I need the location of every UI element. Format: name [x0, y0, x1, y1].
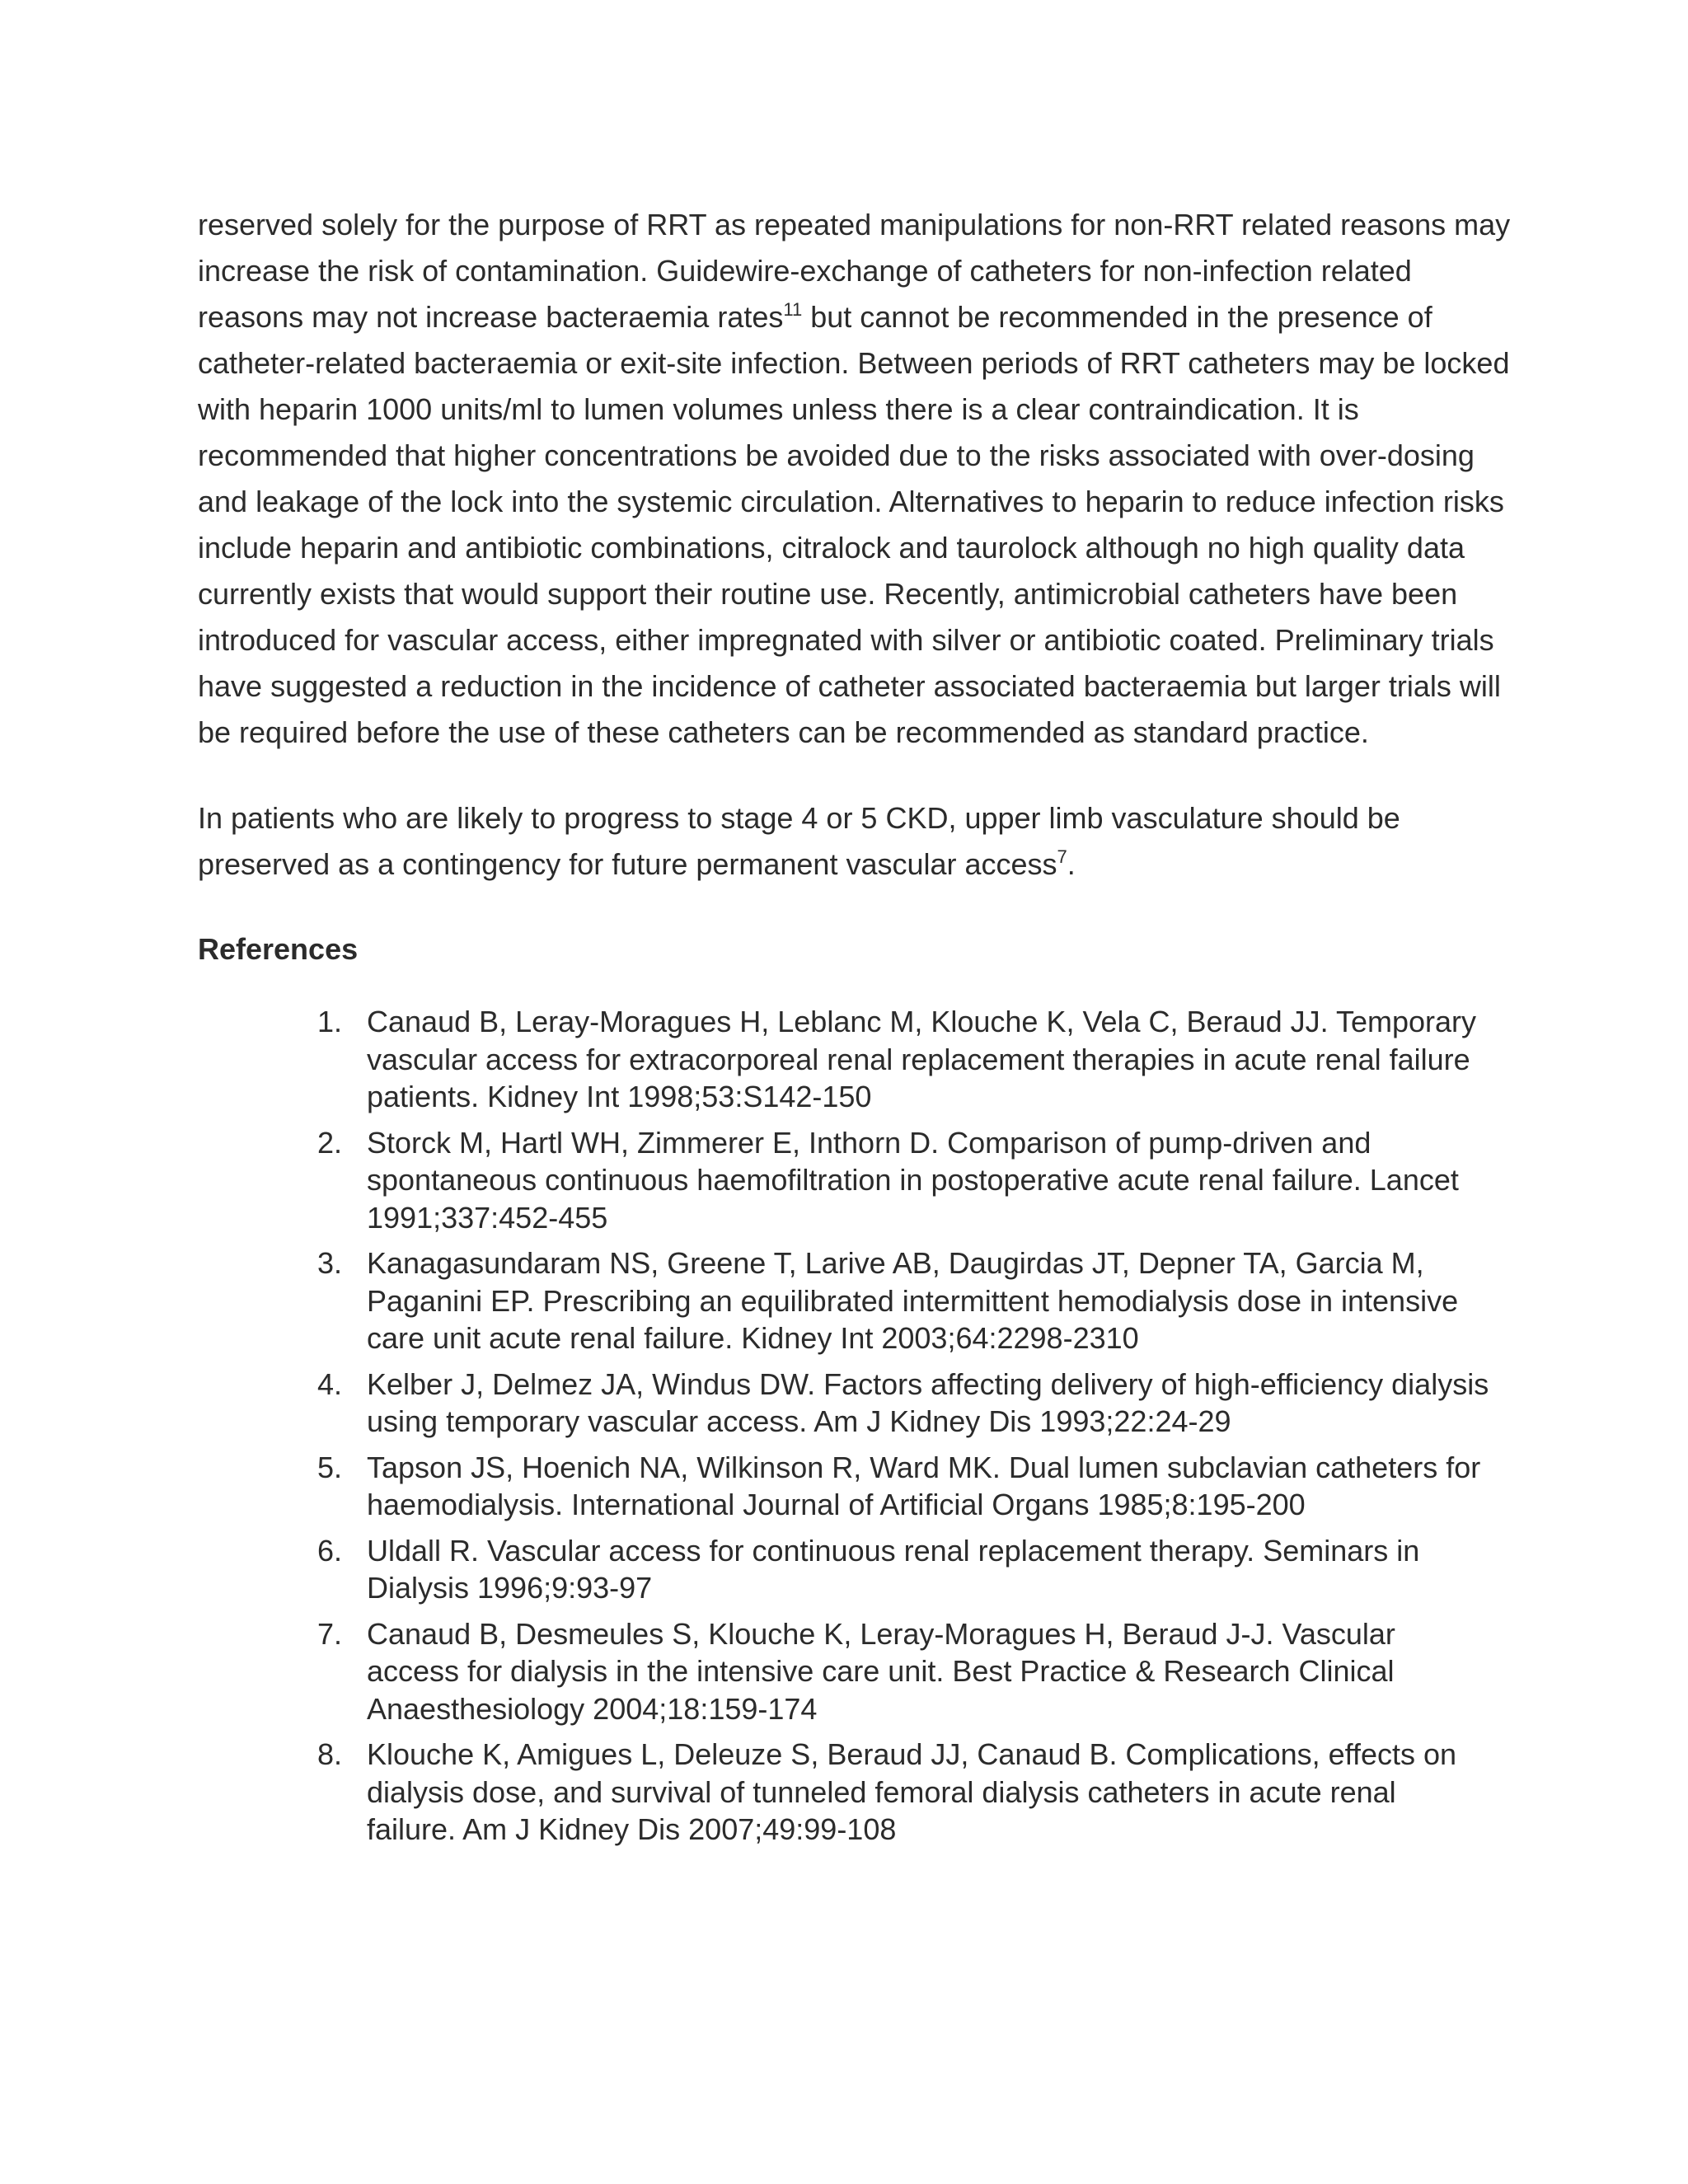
reference-number: 4.	[317, 1366, 343, 1401]
reference-number: 2.	[317, 1125, 343, 1160]
document-body	[198, 202, 1517, 1857]
reference-number: 8.	[317, 1737, 343, 1771]
reference-text: Kanagasundaram NS, Greene T, Larive AB, Daugirdas JT, Depner TA, Garcia M, Paganini EP. Prescribing an equilibrated intermittent hemodialysis dose in intensive care unit acute renal failure. Kidney Int 2003;64:2298-2310	[367, 1246, 1459, 1355]
reference-number: 6.	[317, 1533, 343, 1568]
reference-item	[198, 1736, 1492, 1849]
citation-superscript: 11	[783, 299, 803, 320]
reference-text: Canaud B, Desmeules S, Klouche K, Leray-Moragues H, Beraud J-J. Vascular access for dialysis in the intensive care unit. Best Practice & Research Clinical Anaesthesiology 2004;18:159-174	[367, 1616, 1395, 1726]
reference-item	[198, 1615, 1492, 1728]
reference-text: Storck M, Hartl WH, Zimmerer E, Inthorn D. Comparison of pump-driven and spontaneous continuous haemofiltration in postoperative acute renal failure. Lancet 1991;337:452-455	[367, 1125, 1459, 1235]
reference-number: 5.	[317, 1450, 343, 1484]
reference-item	[198, 1003, 1492, 1116]
reference-number: 7.	[317, 1616, 343, 1651]
reference-number: 1.	[317, 1005, 343, 1038]
references-heading: References	[198, 932, 359, 966]
references-list	[198, 1003, 1517, 1849]
reference-text: Tapson JS, Hoenich NA, Wilkinson R, Ward MK. Dual lumen subclavian catheters for haemodialysis. International Journal of Artificial Organs 1985;8:195-200	[367, 1450, 1481, 1521]
reference-number: 3.	[317, 1246, 343, 1280]
reference-item	[198, 1244, 1492, 1357]
reference-text: Klouche K, Amigues L, Deleuze S, Beraud JJ, Canaud B. Complications, effects on dialysis dose, and survival of tunneled femoral dialysis catheters in acute renal failure. Am J Kidney Dis 2007;49:99-108	[367, 1737, 1457, 1846]
citation-superscript: 7	[1057, 846, 1067, 867]
paragraph-2-text: In patients who are likely to progress to stage 4 or 5 CKD, upper limb vasculature should be preserved as a contingency for future permanent vascular access	[198, 801, 1400, 881]
reference-item	[198, 1124, 1492, 1237]
body-paragraph-1	[198, 202, 1517, 756]
paragraph-2-end: .	[1067, 847, 1076, 881]
reference-item	[198, 1449, 1492, 1524]
reference-text: Kelber J, Delmez JA, Windus DW. Factors affecting delivery of high-efficiency dialysis using temporary vascular access. Am J Kidney Dis 1993;22:24-29	[367, 1366, 1489, 1438]
reference-item	[198, 1532, 1492, 1607]
paragraph-1-text: reserved solely for the purpose of RRT as repeated manipulations for non-RRT related reasons may increase the risk of contamination. Guidewire-exchange of catheters for non-infection related reasons may not increase bacteraemia rates	[198, 208, 1511, 334]
body-paragraph-2	[198, 795, 1517, 888]
paragraph-1-continuation: but cannot be recommended in the presence of catheter-related bacteraemia or exit-site infection. Between periods of RRT catheters may be locked with heparin 1000 units/ml to lumen volumes unless there is a clear contraindication. It is recommended that higher concentrations be avoided due to the risks associated with over-dosing and leakage of the lock into the systemic circulation. Alternatives to heparin to reduce infection risks include heparin and antibiotic combinations, citralock and taurolock although no high quality data currently exists that would support their routine use. Recently, antimicrobial catheters have been introduced for vascular access, either impregnated with silver or antibiotic coated. Preliminary trials have suggested a reduction in the incidence of catheter associated bacteraemia but larger trials will be required before the use of these catheters can be recommended as standard practice.	[198, 300, 1510, 749]
reference-text: Canaud B, Leray-Moragues H, Leblanc M, Klouche K, Vela C, Beraud JJ. Temporary vascular access for extracorporeal renal replacement therapies in acute renal failure patients. Kidney Int 1998;53:S142-150	[367, 1005, 1477, 1113]
reference-item	[198, 1366, 1492, 1441]
reference-text: Uldall R. Vascular access for continuous renal replacement therapy. Seminars in Dialysis 1996;9:93-97	[367, 1533, 1420, 1605]
